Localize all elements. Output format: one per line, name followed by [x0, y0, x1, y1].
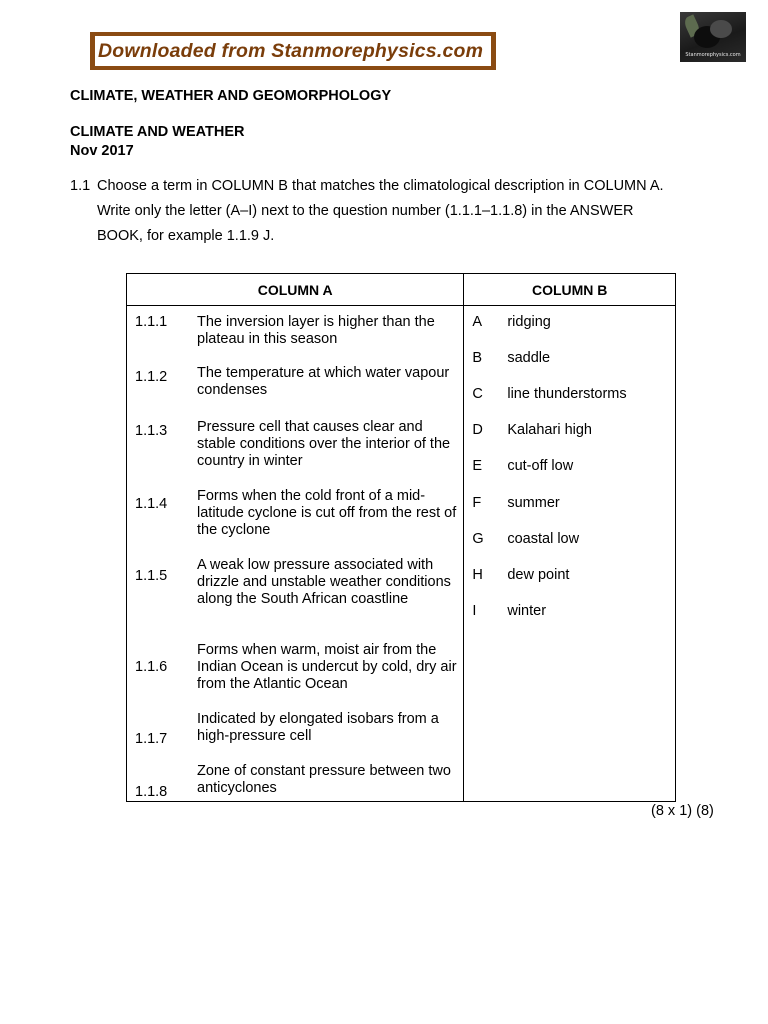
- option-term: dew point: [507, 567, 570, 583]
- option-letter: F: [472, 495, 482, 511]
- option-term: line thunderstorms: [507, 386, 627, 402]
- download-banner: [90, 32, 496, 70]
- item-description: Indicated by elongated isobars from a high-pressure cell: [197, 711, 439, 744]
- option-term: Kalahari high: [507, 422, 592, 438]
- item-description: Pressure cell that causes clear and stable conditions over the interior of the country in winter: [197, 419, 451, 469]
- option-term: summer: [507, 495, 560, 511]
- section-heading: CLIMATE AND WEATHER: [70, 124, 245, 140]
- item-number: 1.1.8: [135, 784, 168, 800]
- option-term: coastal low: [507, 531, 580, 547]
- item-number: 1.1.3: [135, 423, 168, 439]
- download-banner-text: Downloaded from Stanmorephysics.com: [98, 39, 484, 62]
- option-letter: I: [472, 603, 477, 619]
- item-number: 1.1.5: [135, 568, 168, 584]
- main-heading: CLIMATE, WEATHER AND GEOMORPHOLOGY: [70, 88, 392, 104]
- exam-date: Nov 2017: [70, 143, 134, 159]
- item-description: The inversion layer is higher than the plateau in this season: [197, 314, 435, 347]
- logo-caption: Stanmorephysics.com: [685, 52, 741, 58]
- item-number: 1.1.7: [135, 731, 168, 747]
- item-description: Forms when the cold front of a mid-latitude cyclone is cut off from the rest of the cyclone: [197, 488, 457, 538]
- item-number: 1.1.2: [135, 369, 168, 385]
- mark-allocation: (8 x 1) (8): [651, 803, 714, 819]
- item-description: Forms when warm, moist air from the Indian Ocean is undercut by cold, dry air from the Atlantic Ocean: [197, 642, 457, 692]
- column-a-header: COLUMN A: [127, 274, 464, 306]
- option-letter: E: [472, 458, 483, 474]
- option-term: cut-off low: [507, 458, 574, 474]
- site-logo: [680, 12, 746, 62]
- option-letter: G: [472, 531, 484, 547]
- option-letter: C: [472, 386, 483, 402]
- question-number: 1.1: [70, 178, 91, 194]
- question-instruction-line-2: Write only the letter (A–I) next to the question number (1.1.1–1.1.8) in the ANSWER: [97, 203, 634, 219]
- item-description: A weak low pressure associated with drizzle and unstable weather conditions along the South African coastline: [197, 557, 451, 607]
- item-number: 1.1.6: [135, 659, 168, 675]
- item-description: Zone of constant pressure between two anticyclones: [197, 763, 451, 796]
- column-b-cell: [464, 306, 676, 802]
- item-number: 1.1.1: [135, 314, 168, 330]
- question-instruction-line-1: Choose a term in COLUMN B that matches the climatological description in COLUMN A.: [97, 178, 664, 194]
- option-term: saddle: [507, 350, 551, 366]
- table-body-row: [127, 306, 676, 802]
- option-letter: D: [472, 422, 483, 438]
- column-b-header: COLUMN B: [464, 274, 676, 306]
- item-number: 1.1.4: [135, 496, 168, 512]
- option-term: ridging: [507, 314, 551, 330]
- question-instruction-line-3: BOOK, for example 1.1.9 J.: [97, 228, 275, 244]
- matching-table: [126, 273, 676, 802]
- item-description: The temperature at which water vapour condenses: [197, 365, 450, 398]
- download-banner-frame: [95, 36, 491, 66]
- option-letter: A: [472, 314, 483, 330]
- option-term: winter: [507, 603, 547, 619]
- table-header-row: [127, 274, 676, 306]
- logo-stone-shape: [710, 20, 732, 38]
- column-a-cell: [127, 306, 464, 802]
- option-letter: B: [472, 350, 483, 366]
- option-letter: H: [472, 567, 483, 583]
